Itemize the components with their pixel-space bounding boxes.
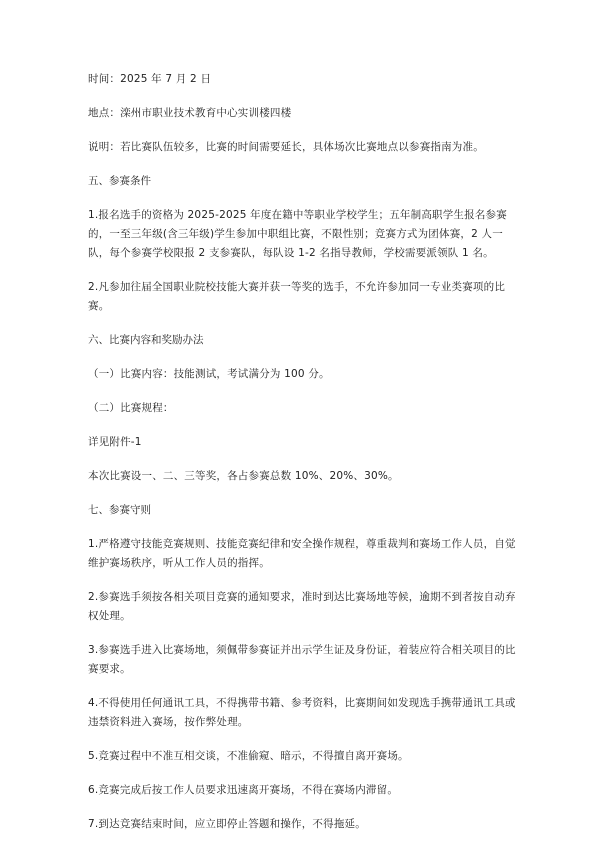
rule-item-6: 6.竞赛完成后按工作人员要求迅速离开赛场，不得在赛场内滞留。 — [88, 784, 399, 796]
rule-item-7: 7.到达竞赛结束时间，应立即停止答题和操作，不得拖延。 — [88, 818, 366, 830]
rule-item-3: 3.参赛选手进入比赛场地，须佩带参赛证并出示学生证及身份证，着装应符合相关项目的比赛要求。 — [88, 644, 516, 675]
note-line: 说明：若比赛队伍较多，比赛的时间需要延长，具体场次比赛地点以参赛指南为准。 — [88, 141, 484, 153]
content-item-2: （二）比赛规程： — [88, 402, 174, 414]
eligibility-item-1: 1.报名选手的资格为 2025-2025 年度在籍中等职业学校学生；五年制高职学生报名参赛的，一至三年级(含三年级)学生参加中职组比赛，不限性别；竞赛方式为团体赛，2 人一队，每个参赛学校限报 2 支参赛队，每队设 1-2 名指导教师，学校需要派领队 1 名。 — [88, 209, 507, 259]
time-line: 时间：2025 年 7 月 2 日 — [88, 73, 212, 85]
rule-item-5: 5.竞赛过程中不准互相交谈，不准偷窥、暗示，不得擅自离开赛场。 — [88, 750, 409, 762]
rule-item-4: 4.不得使用任何通讯工具，不得携带书籍、参考资料，比赛期间如发现选手携带通讯工具或违禁资料进入赛场，按作弊处理。 — [88, 697, 516, 728]
document-body — [88, 70, 518, 849]
rule-item-2: 2.参赛选手须按各相关项目竞赛的通知要求，准时到达比赛场地等候，逾期不到者按自动弃权处理。 — [88, 591, 516, 622]
content-item-1: （一）比赛内容：技能测试，考试满分为 100 分。 — [88, 368, 330, 380]
section-heading-6: 六、比赛内容和奖励办法 — [88, 334, 204, 346]
eligibility-item-2: 2.凡参加往届全国职业院校技能大赛并获一等奖的选手，不允许参加同一专业类赛项的比赛。 — [88, 281, 506, 312]
location-line: 地点：滦州市职业技术教育中心实训楼四楼 — [88, 107, 292, 119]
section-heading-7: 七、参赛守则 — [88, 504, 151, 516]
attachment-reference: 详见附件-1 — [88, 436, 142, 448]
section-heading-5: 五、参赛条件 — [88, 175, 151, 187]
rule-item-1: 1.严格遵守技能竞赛规则、技能竞赛纪律和安全操作规程，尊重裁判和赛场工作人员，自觉维护赛场秩序，听从工作人员的指挥。 — [88, 538, 516, 569]
awards-line: 本次比赛设一、二、三等奖，各占参赛总数 10%、20%、30%。 — [88, 470, 399, 482]
